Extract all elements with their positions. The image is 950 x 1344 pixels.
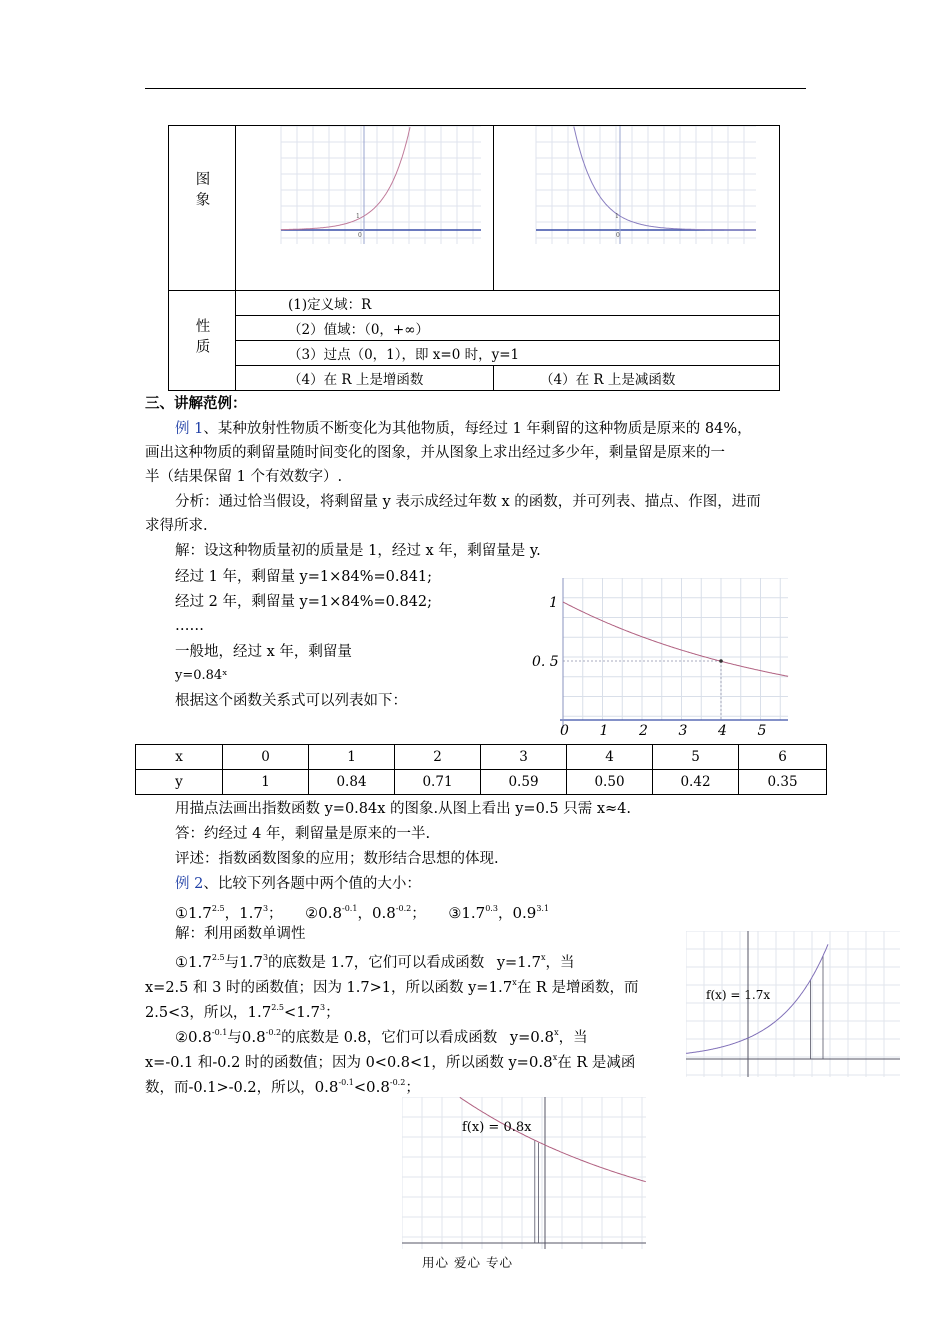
page-footer: 用心 爱心 专心 bbox=[422, 1255, 513, 1270]
punct: ； bbox=[405, 1080, 420, 1096]
text: y= bbox=[496, 955, 518, 971]
after-table-line1: 用描点法画出指数函数 y=0.84x 的图象.从图上看出 y=0.5 只需 x≈4. bbox=[175, 801, 632, 817]
math-base: 1.7 bbox=[188, 904, 212, 922]
part1-line3 bbox=[145, 998, 340, 1023]
x-tick-label: 4 bbox=[718, 723, 727, 738]
punct: ； bbox=[411, 906, 426, 922]
property-decreasing: （4）在 R 上是减函数 bbox=[494, 366, 780, 391]
table-cell: 5 bbox=[653, 745, 739, 770]
origin-label: 0 bbox=[358, 232, 362, 239]
math-base: 1.7 bbox=[239, 904, 263, 922]
table-cell: 0.71 bbox=[395, 770, 481, 795]
solution-line4: …… bbox=[175, 618, 204, 634]
text: 与 bbox=[227, 1030, 242, 1046]
point-label: 1 bbox=[356, 213, 360, 220]
origin-label: 0 bbox=[616, 232, 620, 239]
property-increasing: （4）在 R 上是增函数 bbox=[236, 366, 494, 391]
table-cell: 3 bbox=[481, 745, 567, 770]
math-exponent: 3 bbox=[262, 953, 269, 962]
math-exponent: -0.1 bbox=[338, 1078, 354, 1087]
half-life-point bbox=[719, 659, 723, 663]
answer-line: 答：约经过 4 年，剩留量是原来的一半. bbox=[175, 826, 431, 842]
punct: ， bbox=[357, 906, 372, 922]
punct: ， bbox=[224, 906, 240, 922]
part2-line3 bbox=[145, 1073, 420, 1098]
marker: ② bbox=[175, 1030, 188, 1046]
table-cell: 0.59 bbox=[481, 770, 567, 795]
math-base: 0.8 bbox=[318, 904, 343, 922]
y-tick-label: 0. 5 bbox=[532, 654, 559, 670]
math-base: 1.7 bbox=[461, 904, 486, 922]
table-cell: 0 bbox=[223, 745, 309, 770]
math-base: 0.9 bbox=[512, 904, 537, 922]
solution-line7: 根据这个函数关系式可以列表如下： bbox=[175, 693, 407, 709]
x-tick-label: 1 bbox=[599, 723, 609, 738]
text: y= bbox=[509, 1030, 531, 1046]
table-cell: x bbox=[136, 745, 223, 770]
math-exponent: -0.2 bbox=[389, 1078, 406, 1087]
text: x=2.5 和 3 时的函数值；因为 1.7>1，所以函数 y= bbox=[145, 980, 489, 996]
table-cell: y bbox=[136, 770, 223, 795]
table-row bbox=[136, 770, 827, 795]
punct: ， bbox=[497, 906, 513, 922]
math-exponent: x bbox=[541, 953, 546, 962]
text: 2.5<3，所以， bbox=[145, 1005, 248, 1021]
x-tick-label: 2 bbox=[639, 723, 648, 738]
math-base: 0.8 bbox=[366, 1078, 390, 1096]
section-heading: 三、讲解范例： bbox=[145, 395, 247, 412]
example1-label: 例 1 bbox=[175, 421, 204, 437]
solution-line2: 经过 1 年，剩留量 y=1×84%=0.841; bbox=[175, 569, 433, 585]
problem-1-marker: ① bbox=[175, 906, 188, 922]
math-base: 0.8 bbox=[314, 1078, 339, 1096]
table-cell: 1 bbox=[223, 770, 309, 795]
table-cell: 0.42 bbox=[653, 770, 739, 795]
table-cell: 1 bbox=[309, 745, 395, 770]
solution-line3: 经过 2 年，剩留量 y=1×84%=0.842; bbox=[175, 594, 433, 610]
math-exponent: 3.1 bbox=[536, 904, 550, 913]
solution-line1: 解：设这种物质量初的质量是 1，经过 x 年，剩留量是 y. bbox=[175, 543, 541, 559]
solution-line6: y=0.84ˣ bbox=[175, 668, 228, 683]
example2-label: 例 2 bbox=[175, 876, 204, 892]
punct: ； bbox=[325, 1005, 340, 1021]
property-label-cell bbox=[169, 291, 236, 391]
problem-3-marker: ③ bbox=[448, 906, 462, 922]
math-base: 0.8 bbox=[528, 1053, 553, 1071]
solution-line5: 一般地，经过 x 年，剩留量 bbox=[175, 644, 352, 660]
math-exponent: 2.5 bbox=[211, 904, 225, 913]
text: 在 R 是增函数，而 bbox=[516, 980, 639, 996]
table-row bbox=[136, 745, 827, 770]
image-label: 图象 bbox=[193, 171, 210, 212]
math-base: 0.8 bbox=[530, 1028, 555, 1046]
problem-2-marker: ② bbox=[305, 906, 319, 922]
y-tick-label: 1 bbox=[549, 595, 558, 611]
decay-data-table bbox=[135, 744, 827, 795]
math-exponent: 2.5 bbox=[211, 953, 225, 962]
chart-title: f(x) = 1.7x bbox=[706, 988, 771, 1002]
math-base: 1.7 bbox=[488, 978, 513, 996]
part2-line1 bbox=[175, 1023, 588, 1048]
table-cell: 2 bbox=[395, 745, 481, 770]
math-base: 1.7 bbox=[517, 953, 542, 971]
example2-solution-title: 解：利用函数单调性 bbox=[175, 926, 306, 942]
chart-title: f(x) = 0.8x bbox=[462, 1120, 532, 1135]
math-exponent: -0.2 bbox=[265, 1028, 282, 1037]
image-label-cell bbox=[169, 126, 236, 291]
x-tick-label: 0 bbox=[560, 723, 569, 738]
decay-chart bbox=[530, 578, 792, 738]
text: 与 bbox=[224, 955, 240, 971]
decay-curve bbox=[563, 602, 788, 676]
graph-decreasing bbox=[494, 126, 779, 286]
text: 数，而-0.1>-0.2，所以， bbox=[145, 1080, 315, 1096]
text: 的底数是 0.8，它们可以看成函数 bbox=[281, 1030, 498, 1046]
part1-line1 bbox=[175, 948, 575, 973]
example2-intro bbox=[175, 874, 421, 894]
math-base: 1.7 bbox=[296, 1003, 321, 1021]
text: 的底数是 1.7，它们可以看成函数 bbox=[268, 955, 485, 971]
graph-increasing bbox=[236, 126, 493, 286]
math-base: 0.8 bbox=[188, 1028, 212, 1046]
text: < bbox=[353, 1080, 367, 1096]
example1-line2: 画出这种物质的剩留量随时间变化的图象，并从图象上求出经过多少年，剩量留是原来的一 bbox=[145, 445, 725, 461]
property-fixed-point: （3）过点（0，1），即 x=0 时，y=1 bbox=[236, 341, 780, 366]
math-exponent: 3 bbox=[262, 904, 269, 913]
header-rule bbox=[145, 88, 806, 89]
math-base: 1.7 bbox=[239, 953, 263, 971]
math-exponent: x bbox=[554, 1028, 559, 1037]
analysis-line1: 分析：通过恰当假设，将剩留量 y 表示成经过年数 x 的函数，并可列表、描点、作图，进而 bbox=[175, 494, 761, 510]
math-exponent: -0.2 bbox=[395, 904, 412, 913]
example1-text: 、某种放射性物质不断变化为其他物质，每经过 1 年剩留的这种物质是原来的 84%， bbox=[203, 421, 752, 437]
table-cell: 0.84 bbox=[309, 770, 395, 795]
analysis-line2: 求得所求. bbox=[145, 518, 208, 534]
curve bbox=[460, 1097, 646, 1181]
point-label: 1 bbox=[615, 213, 619, 220]
math-exponent: x bbox=[552, 1053, 558, 1062]
math-exponent: 2.5 bbox=[271, 1003, 285, 1012]
math-base: 0.8 bbox=[241, 1028, 266, 1046]
math-base: 1.7 bbox=[188, 953, 212, 971]
math-exponent: x bbox=[512, 978, 517, 987]
text: 在 R 是减函 bbox=[557, 1055, 636, 1071]
property-domain: (1)定义域：R bbox=[236, 291, 780, 316]
comment-line: 评述：指数函数图象的应用；数形结合思想的体现. bbox=[175, 851, 499, 867]
example2-intro-text: 、比较下列各题中两个值的大小： bbox=[203, 876, 421, 892]
text: x=-0.1 和-0.2 时的函数值；因为 0<0.8<1，所以函数 y= bbox=[145, 1055, 529, 1071]
text: < bbox=[284, 1005, 297, 1021]
chart-0-8-power bbox=[402, 1097, 646, 1249]
marker: ① bbox=[175, 955, 188, 971]
text: ，当 bbox=[558, 1030, 588, 1046]
math-base: 0.8 bbox=[371, 904, 396, 922]
example2-problems bbox=[175, 899, 549, 924]
part1-line2 bbox=[145, 973, 638, 998]
math-exponent: 3 bbox=[320, 1003, 326, 1012]
table-cell: 0.50 bbox=[567, 770, 653, 795]
punct: ； bbox=[268, 906, 283, 922]
math-exponent: -0.1 bbox=[211, 1028, 228, 1037]
math-exponent: 0.3 bbox=[485, 904, 498, 913]
example1-line3: 半（结果保留 1 个有效数字）. bbox=[145, 469, 343, 485]
math-base: 1.7 bbox=[247, 1003, 272, 1021]
exponential-properties-table bbox=[168, 125, 780, 391]
x-tick-label: 5 bbox=[757, 723, 767, 738]
part2-line2 bbox=[145, 1048, 635, 1073]
chart-1-7-power bbox=[686, 931, 900, 1077]
table-cell: 6 bbox=[739, 745, 827, 770]
property-range: （2）值域：（0，+∞） bbox=[236, 316, 780, 341]
graph-decreasing-cell bbox=[494, 126, 780, 291]
table-cell: 4 bbox=[567, 745, 653, 770]
math-exponent: -0.1 bbox=[342, 904, 358, 913]
text: ，当 bbox=[545, 955, 575, 971]
x-tick-label: 3 bbox=[678, 723, 688, 738]
example1-line1 bbox=[175, 419, 752, 439]
graph-increasing-cell bbox=[236, 126, 494, 291]
property-label: 性质 bbox=[193, 318, 210, 359]
table-cell: 0.35 bbox=[739, 770, 827, 795]
